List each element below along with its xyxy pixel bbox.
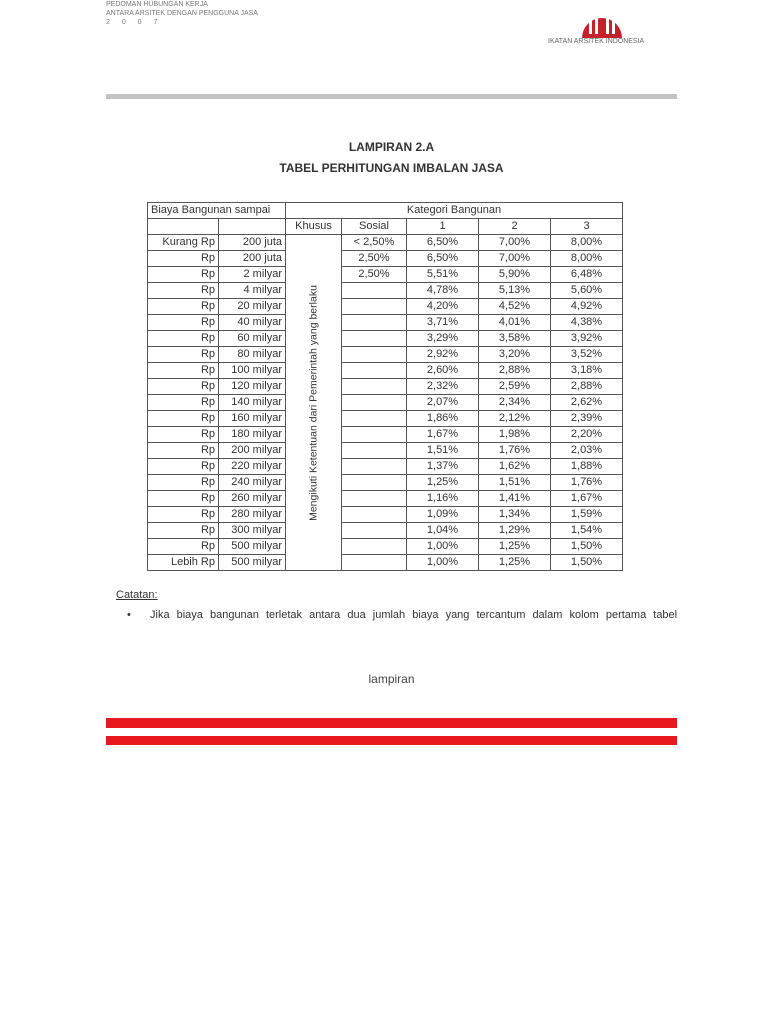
iai-logo-icon [580,0,624,38]
row-sosial [342,475,407,491]
table-row [148,283,623,299]
row-amount: 60 milyar [219,331,286,347]
row-kategori-2: 3,20% [479,347,551,363]
row-kategori-1: 1,86% [407,411,479,427]
table-row [148,555,623,571]
row-kategori-3: 1,50% [551,555,623,571]
row-label: Rp [148,539,219,555]
row-kategori-2: 1,41% [479,491,551,507]
row-sosial [342,539,407,555]
row-kategori-1: 1,25% [407,475,479,491]
header-kategori-2: 2 [479,219,551,235]
row-kategori-2: 1,25% [479,539,551,555]
row-kategori-2: 1,51% [479,475,551,491]
row-sosial [342,523,407,539]
table-row [148,299,623,315]
table-row [148,539,623,555]
row-label: Rp [148,443,219,459]
document-header [106,0,258,27]
row-sosial [342,395,407,411]
row-label: Rp [148,315,219,331]
row-kategori-3: 2,88% [551,379,623,395]
row-amount: 200 juta [219,235,286,251]
row-kategori-1: 1,00% [407,555,479,571]
row-label: Rp [148,267,219,283]
row-amount: 80 milyar [219,347,286,363]
row-kategori-1: 2,07% [407,395,479,411]
khusus-note: Mengikuti Ketentuan dari Pemerintah yang berlaku [307,284,319,521]
row-kategori-1: 1,16% [407,491,479,507]
row-amount: 500 milyar [219,555,286,571]
row-label: Kurang Rp [148,235,219,251]
header-divider [106,94,677,99]
footer-red-bar [106,718,677,728]
row-kategori-2: 2,88% [479,363,551,379]
row-label: Rp [148,523,219,539]
table-row [148,427,623,443]
row-kategori-1: 1,00% [407,539,479,555]
row-kategori-3: 8,00% [551,251,623,267]
row-label: Rp [148,507,219,523]
table-row [148,411,623,427]
row-kategori-3: 3,52% [551,347,623,363]
row-kategori-1: 3,71% [407,315,479,331]
row-sosial [342,315,407,331]
row-sosial: 2,50% [342,251,407,267]
row-kategori-3: 1,67% [551,491,623,507]
table-row [148,363,623,379]
row-kategori-1: 4,78% [407,283,479,299]
row-amount: 200 milyar [219,443,286,459]
row-amount: 240 milyar [219,475,286,491]
table-row [148,443,623,459]
row-label: Rp [148,363,219,379]
row-kategori-1: 1,09% [407,507,479,523]
row-kategori-1: 1,37% [407,459,479,475]
row-kategori-1: 3,29% [407,331,479,347]
row-kategori-3: 6,48% [551,267,623,283]
row-sosial [342,283,407,299]
fee-rate-table [147,202,623,571]
row-kategori-2: 4,01% [479,315,551,331]
row-label: Rp [148,475,219,491]
header-line2: ANTARA ARSITEK DENGAN PENGGUNA JASA [106,10,258,17]
row-sosial [342,491,407,507]
table-row [148,251,623,267]
row-kategori-2: 4,52% [479,299,551,315]
page-subtitle: TABEL PERHITUNGAN IMBALAN JASA [279,161,504,175]
row-kategori-3: 8,00% [551,235,623,251]
table-row [148,331,623,347]
row-label: Rp [148,427,219,443]
row-kategori-3: 1,59% [551,507,623,523]
row-sosial [342,331,407,347]
row-sosial [342,459,407,475]
row-amount: 140 milyar [219,395,286,411]
row-sosial [342,427,407,443]
row-kategori-1: 1,51% [407,443,479,459]
table-row [148,459,623,475]
header-sosial: Sosial [342,219,407,235]
row-amount: 280 milyar [219,507,286,523]
row-amount: 120 milyar [219,379,286,395]
row-kategori-2: 3,58% [479,331,551,347]
header-kategori-1: 1 [407,219,479,235]
row-kategori-2: 1,76% [479,443,551,459]
table-row [148,267,623,283]
row-kategori-2: 1,34% [479,507,551,523]
row-kategori-3: 2,03% [551,443,623,459]
row-kategori-1: 2,32% [407,379,479,395]
row-amount: 260 milyar [219,491,286,507]
row-sosial [342,347,407,363]
table-header-row [148,203,623,219]
row-amount: 300 milyar [219,523,286,539]
row-label: Rp [148,299,219,315]
row-kategori-2: 5,13% [479,283,551,299]
row-sosial: < 2,50% [342,235,407,251]
row-kategori-1: 1,04% [407,523,479,539]
row-kategori-3: 4,92% [551,299,623,315]
bullet-icon: • [127,609,131,621]
page-title: LAMPIRAN 2.A [348,140,435,154]
row-label: Rp [148,331,219,347]
footer-red-bar [106,736,677,745]
row-kategori-1: 2,92% [407,347,479,363]
row-kategori-3: 2,39% [551,411,623,427]
header-line1: PEDOMAN HUBUNGAN KERJA [106,1,208,8]
row-amount: 500 milyar [219,539,286,555]
header-empty [219,219,286,235]
row-kategori-2: 1,62% [479,459,551,475]
row-label: Rp [148,379,219,395]
row-label: Rp [148,251,219,267]
row-kategori-3: 3,18% [551,363,623,379]
note-item: Jika biaya bangunan terletak antara dua jumlah biaya yang tercantum dalam kolom pertama tabel [150,609,678,621]
organization-name: IKATAN ARSITEK INDONESIA [548,38,645,45]
row-sosial [342,411,407,427]
header-empty [148,219,219,235]
row-amount: 2 milyar [219,267,286,283]
row-kategori-1: 6,50% [407,235,479,251]
row-kategori-2: 1,29% [479,523,551,539]
khusus-column [286,235,342,571]
row-amount: 40 milyar [219,315,286,331]
row-kategori-3: 4,38% [551,315,623,331]
table-row [148,491,623,507]
row-kategori-3: 1,54% [551,523,623,539]
table-row [148,379,623,395]
row-kategori-3: 5,60% [551,283,623,299]
row-label: Rp [148,411,219,427]
row-kategori-1: 5,51% [407,267,479,283]
table-row [148,475,623,491]
row-kategori-2: 7,00% [479,235,551,251]
row-kategori-3: 1,50% [551,539,623,555]
header-kategori-3: 3 [551,219,623,235]
header-khusus: Khusus [286,219,342,235]
table-row [148,507,623,523]
row-amount: 200 juta [219,251,286,267]
row-kategori-3: 3,92% [551,331,623,347]
row-sosial [342,379,407,395]
row-sosial: 2,50% [342,267,407,283]
notes-title: Catatan: [116,589,158,601]
row-sosial [342,507,407,523]
row-kategori-3: 2,62% [551,395,623,411]
row-amount: 220 milyar [219,459,286,475]
table-row [148,315,623,331]
row-label: Lebih Rp [148,555,219,571]
row-kategori-2: 2,34% [479,395,551,411]
table-row [148,235,623,251]
row-kategori-2: 7,00% [479,251,551,267]
row-kategori-2: 2,59% [479,379,551,395]
row-amount: 100 milyar [219,363,286,379]
row-label: Rp [148,347,219,363]
footer-label: lampiran [368,672,415,686]
row-kategori-1: 2,60% [407,363,479,379]
table-subheader-row [148,219,623,235]
row-kategori-2: 2,12% [479,411,551,427]
row-kategori-2: 1,25% [479,555,551,571]
row-kategori-3: 1,88% [551,459,623,475]
row-kategori-3: 2,20% [551,427,623,443]
row-sosial [342,299,407,315]
row-label: Rp [148,491,219,507]
row-kategori-3: 1,76% [551,475,623,491]
header-kategori: Kategori Bangunan [286,203,623,219]
row-amount: 4 milyar [219,283,286,299]
row-sosial [342,555,407,571]
row-sosial [342,443,407,459]
row-kategori-2: 1,98% [479,427,551,443]
row-kategori-1: 6,50% [407,251,479,267]
row-label: Rp [148,395,219,411]
table-row [148,395,623,411]
header-biaya: Biaya Bangunan sampai [148,203,286,219]
table-row [148,523,623,539]
table-row [148,347,623,363]
header-year: 2 0 0 7 [106,19,163,26]
row-amount: 20 milyar [219,299,286,315]
row-kategori-1: 1,67% [407,427,479,443]
row-label: Rp [148,283,219,299]
row-amount: 160 milyar [219,411,286,427]
row-sosial [342,363,407,379]
row-label: Rp [148,459,219,475]
row-amount: 180 milyar [219,427,286,443]
row-kategori-2: 5,90% [479,267,551,283]
row-kategori-1: 4,20% [407,299,479,315]
